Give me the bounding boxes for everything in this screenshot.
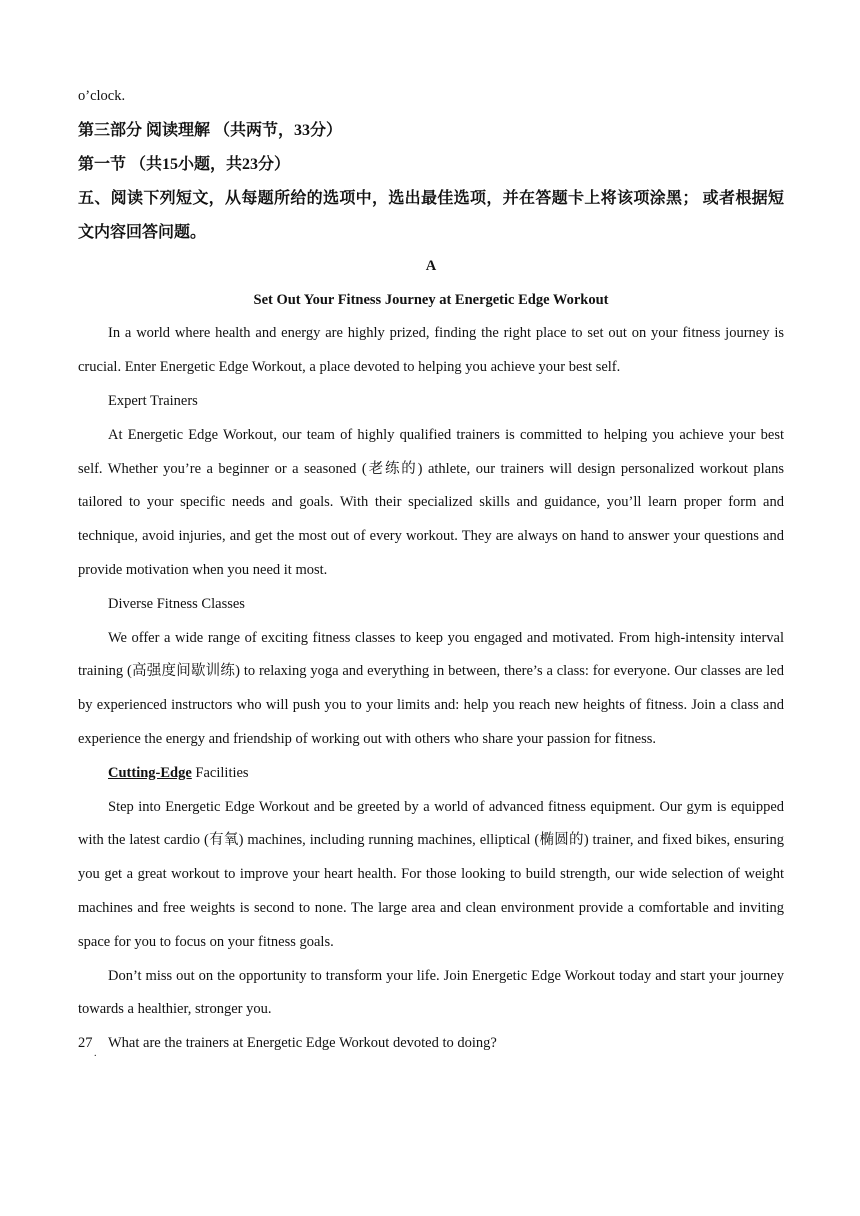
section-heading: 第一节 （共15小题，共23分） — [78, 155, 291, 173]
passage-intro: In a world where health and energy are highly prized, finding the right place to set out on your fitness journey is crucial. Enter Energetic Edge Workout, a place devoted to helping you achieve your best self. — [78, 325, 784, 376]
subheading-facilities-rest: Facilities — [191, 764, 249, 781]
underlined-term: Cutting-Edge — [108, 764, 192, 781]
passage-title: Set Out Your Fitness Journey at Energetic Edge Workout — [253, 291, 609, 308]
stray-dot: . — [94, 1047, 97, 1059]
document-page — [78, 80, 784, 1059]
paragraph-trainers: At Energetic Edge Workout, our team of highly qualified trainers is committed to helping you achieve your best self. Whether you’re a beginner or a seasoned (老练的) athlete, our trainers will design personalized workout plans tailored to your specific needs and goals. With their specialized skills and guidance, you’ll learn proper form and technique, avoid injuries, and get the most out of every workout. They are always on hand to answer your questions and provide motivation when you need it most. — [78, 426, 784, 578]
subheading-fitness-classes: Diverse Fitness Classes — [108, 595, 245, 612]
question-number: 27 — [78, 1035, 93, 1052]
subheading-expert-trainers: Expert Trainers — [108, 392, 198, 409]
part-heading: 第三部分 阅读理解 （共两节，33分） — [78, 121, 343, 139]
question-text: What are the trainers at Energetic Edge Workout devoted to doing? — [108, 1035, 497, 1052]
passage-letter: A — [425, 257, 437, 274]
subheading-facilities — [78, 757, 784, 791]
paragraph-closing: Don’t miss out on the opportunity to transform your life. Join Energetic Edge Workout today and start your journey towards a healthier, stronger you. — [78, 967, 784, 1018]
instruction: 五、阅读下列短文，从每题所给的选项中，选出最佳选项，并在答题卡上将该项涂黑； 或者根据短文内容回答问题。 — [78, 189, 784, 241]
paragraph-facilities: Step into Energetic Edge Workout and be greeted by a world of advanced fitness equipment. Our gym is equipped with the latest cardio (有氧) machines, including running machines, elliptical (椭圆的) trainer, and fixed bikes, ensuring you get a great workout to improve your heart health. For those looking to build strength, our wide selection of weight machines and free weights is second to none. The large area and clean environment provide a comfortable and inviting space for you to focus on your fitness goals. — [78, 798, 784, 950]
paragraph-classes: We offer a wide range of exciting fitness classes to keep you engaged and motivated. From high-intensity interval training (高强度间歇训练) to relaxing yoga and everything in between, there’s a class: for everyone. Our classes are led by experienced instructors who will push you to your limits and: help you reach new heights of fitness. Join a class and experience the energy and friendship of working out with others who share your passion for fitness. — [78, 629, 784, 747]
top-fragment: o’clock. — [78, 88, 126, 104]
